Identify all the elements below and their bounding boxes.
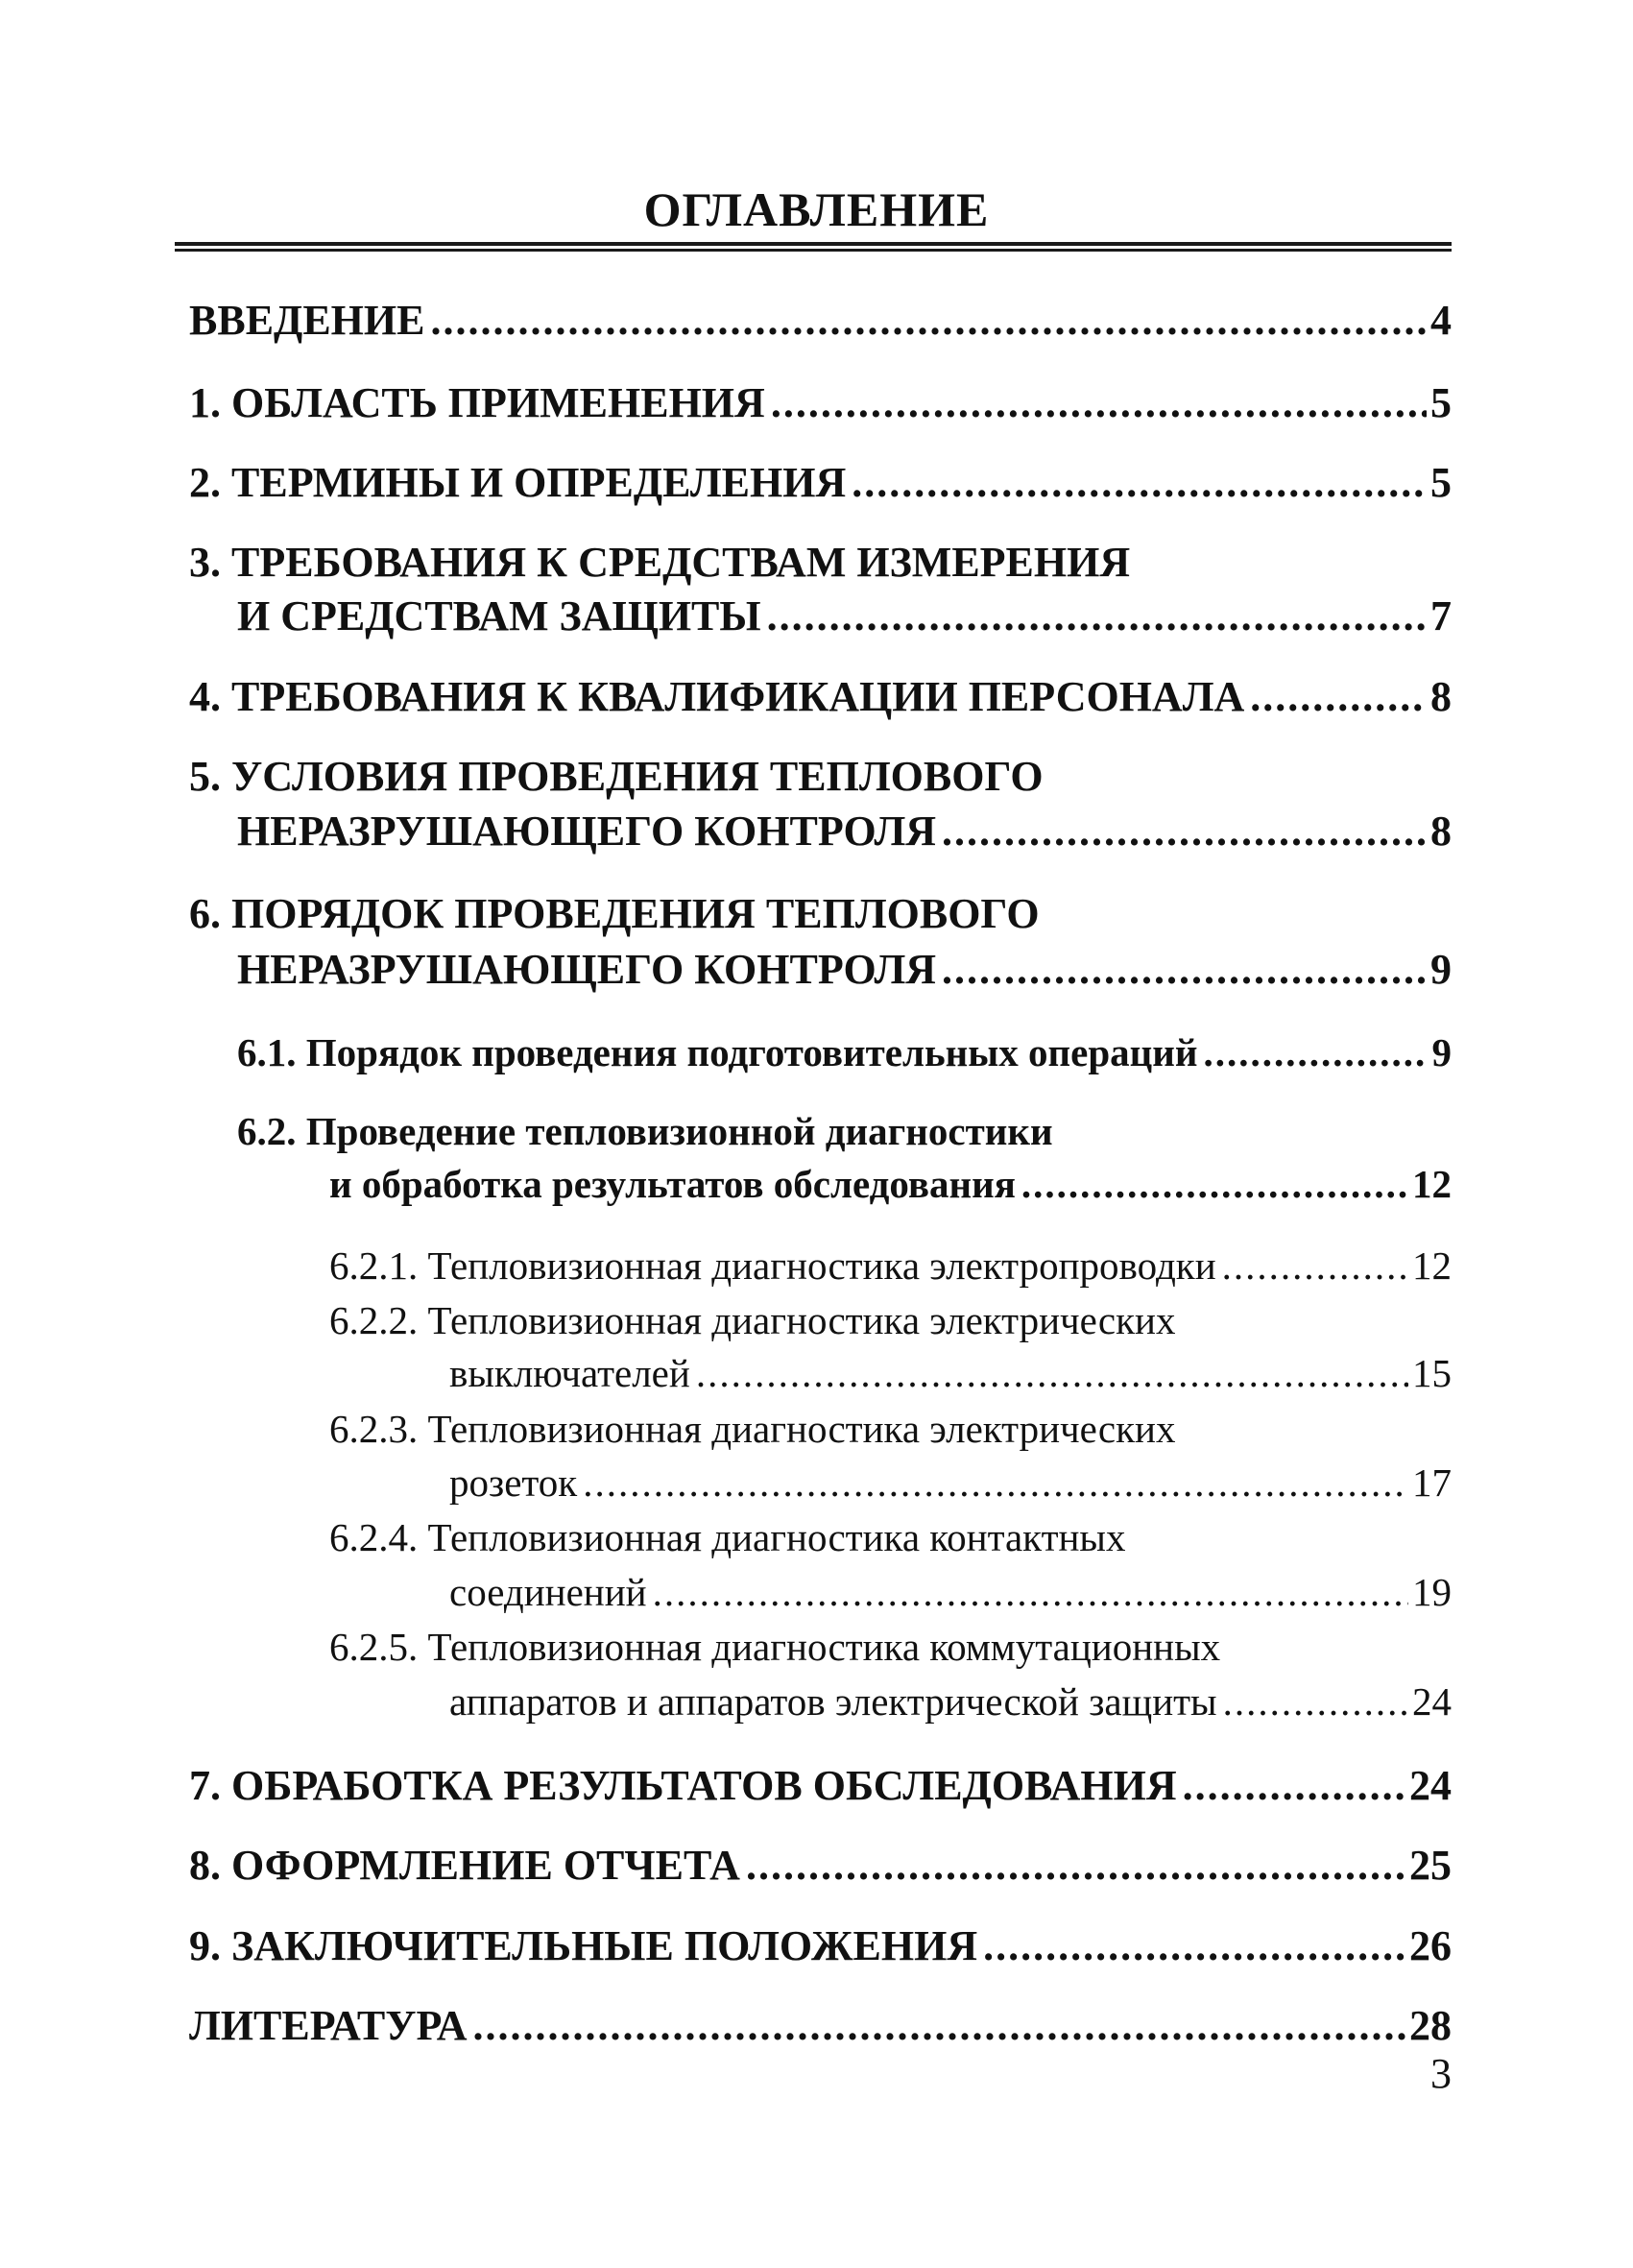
toc-entry-text: ВВЕДЕНИЕ (189, 297, 425, 344)
toc-leader-dots (1204, 1024, 1429, 1081)
toc-entry-section-2[interactable] (189, 454, 1452, 512)
toc-leader-dots (430, 292, 1427, 350)
toc-leader-dots (983, 1918, 1405, 1975)
toc-leader-dots (746, 1837, 1405, 1894)
toc-entry-text: И СРЕДСТВАМ ЗАЩИТЫ (237, 592, 761, 639)
toc-entry-section-8[interactable] (189, 1837, 1452, 1894)
toc-entry-page: 5 (1430, 459, 1452, 506)
toc-leader-dots (1222, 1237, 1408, 1294)
toc-entry-section-6[interactable] (237, 941, 1452, 999)
toc-entry-introduction[interactable] (189, 292, 1452, 350)
toc-entry-page: 24 (1409, 1762, 1452, 1809)
toc-leader-dots (1223, 1673, 1408, 1730)
toc-leader-dots (1183, 1757, 1405, 1815)
toc-entry-section-6-1[interactable] (237, 1024, 1452, 1081)
toc-entry-page: 5 (1430, 379, 1452, 426)
toc-entry-section-6-2-line1[interactable]: 6.2. Проведение тепловизионной диагностики (237, 1109, 1053, 1153)
toc-entry-text: аппаратов и аппаратов электрической защиты (449, 1679, 1217, 1724)
toc-entry-page: 17 (1412, 1460, 1452, 1505)
toc-entry-page: 15 (1412, 1351, 1452, 1395)
toc-entry-section-6-line1[interactable]: 6. ПОРЯДОК ПРОВЕДЕНИЯ ТЕПЛОВОГО (189, 890, 1040, 937)
toc-entry-page: 8 (1430, 673, 1452, 720)
toc-entry-section-6-2-4-line1[interactable]: 6.2.4. Тепловизионная диагностика контактных (329, 1515, 1126, 1559)
toc-entry-section-9[interactable] (189, 1918, 1452, 1975)
toc-leader-dots (852, 454, 1427, 512)
toc-entry-text: 2. ТЕРМИНЫ И ОПРЕДЕЛЕНИЯ (189, 459, 847, 506)
toc-entry-page: 24 (1412, 1679, 1452, 1724)
toc-entry-page: 7 (1430, 592, 1452, 639)
toc-leader-dots (696, 1344, 1408, 1402)
toc-entry-page: 12 (1412, 1162, 1452, 1206)
toc-leader-dots (653, 1563, 1408, 1621)
toc-entry-section-3-line1[interactable]: 3. ТРЕБОВАНИЯ К СРЕДСТВАМ ИЗМЕРЕНИЯ (189, 539, 1131, 586)
toc-entry-section-6-2-5-line1[interactable]: 6.2.5. Тепловизионная диагностика коммутационных (329, 1625, 1221, 1669)
toc-entry-page: 12 (1412, 1243, 1452, 1288)
toc-leader-dots (1250, 668, 1427, 726)
toc-entry-page: 9 (1430, 946, 1452, 993)
toc-entry-page: 19 (1412, 1570, 1452, 1614)
page-number: 3 (1430, 2050, 1452, 2097)
toc-entry-text: розеток (449, 1460, 578, 1505)
toc-entry-page: 25 (1409, 1842, 1452, 1889)
toc-entry-section-6-2[interactable] (329, 1155, 1452, 1213)
toc-entry-section-5[interactable] (237, 803, 1452, 860)
toc-entry-text: ЛИТЕРАТУРА (189, 2002, 468, 2049)
toc-entry-page: 9 (1431, 1030, 1452, 1074)
page-title: ОГЛАВЛЕНИЕ (643, 182, 990, 236)
toc-entry-text: 8. ОФОРМЛЕНИЕ ОТЧЕТА (189, 1842, 740, 1889)
toc-entry-text: 4. ТРЕБОВАНИЯ К КВАЛИФИКАЦИИ ПЕРСОНАЛА (189, 673, 1245, 720)
toc-entry-section-6-2-4[interactable] (449, 1563, 1452, 1621)
toc-entry-text: НЕРАЗРУШАЮЩЕГО КОНТРОЛЯ (237, 946, 937, 993)
toc-leader-dots (942, 803, 1427, 860)
toc-entry-section-7[interactable] (189, 1757, 1452, 1815)
toc-entry-text: 7. ОБРАБОТКА РЕЗУЛЬТАТОВ ОБСЛЕДОВАНИЯ (189, 1762, 1177, 1809)
toc-entry-text: и обработка результатов обследования (329, 1162, 1016, 1206)
toc-entry-section-4[interactable] (189, 668, 1452, 726)
toc-entry-section-6-2-1[interactable] (329, 1237, 1452, 1294)
toc-entry-section-6-2-2[interactable] (449, 1344, 1452, 1402)
toc-entry-section-6-2-3[interactable] (449, 1454, 1452, 1511)
toc-entry-text: соединений (449, 1570, 647, 1614)
toc-entry-section-6-2-3-line1[interactable]: 6.2.3. Тепловизионная диагностика электрических (329, 1407, 1176, 1451)
toc-entry-text: 6.1. Порядок проведения подготовительных операций (237, 1030, 1198, 1074)
title-underline (175, 242, 1452, 252)
toc-entry-text: 1. ОБЛАСТЬ ПРИМЕНЕНИЯ (189, 379, 765, 426)
toc-entry-page: 26 (1409, 1922, 1452, 1969)
toc-entry-page: 8 (1430, 808, 1452, 855)
toc-entry-section-5-line1[interactable]: 5. УСЛОВИЯ ПРОВЕДЕНИЯ ТЕПЛОВОГО (189, 753, 1044, 800)
toc-entry-references[interactable] (189, 1997, 1452, 2055)
toc-entry-page: 4 (1430, 297, 1452, 344)
toc-entry-text: выключателей (449, 1351, 690, 1395)
toc-entry-section-1[interactable] (189, 374, 1452, 432)
toc-leader-dots (583, 1454, 1408, 1511)
toc-leader-dots (767, 588, 1427, 645)
toc-entry-page: 28 (1409, 2002, 1452, 2049)
toc-entry-section-3[interactable] (237, 588, 1452, 645)
toc-entry-section-6-2-2-line1[interactable]: 6.2.2. Тепловизионная диагностика электрических (329, 1298, 1176, 1342)
toc-entry-text: 9. ЗАКЛЮЧИТЕЛЬНЫЕ ПОЛОЖЕНИЯ (189, 1922, 978, 1969)
toc-leader-dots (1021, 1155, 1408, 1213)
toc-leader-dots (771, 374, 1427, 432)
toc-leader-dots (473, 1997, 1405, 2055)
toc-entry-text: 6.2.1. Тепловизионная диагностика электропроводки (329, 1243, 1216, 1288)
toc-entry-text: НЕРАЗРУШАЮЩЕГО КОНТРОЛЯ (237, 808, 937, 855)
toc-leader-dots (942, 941, 1427, 999)
toc-entry-section-6-2-5[interactable] (449, 1673, 1452, 1730)
